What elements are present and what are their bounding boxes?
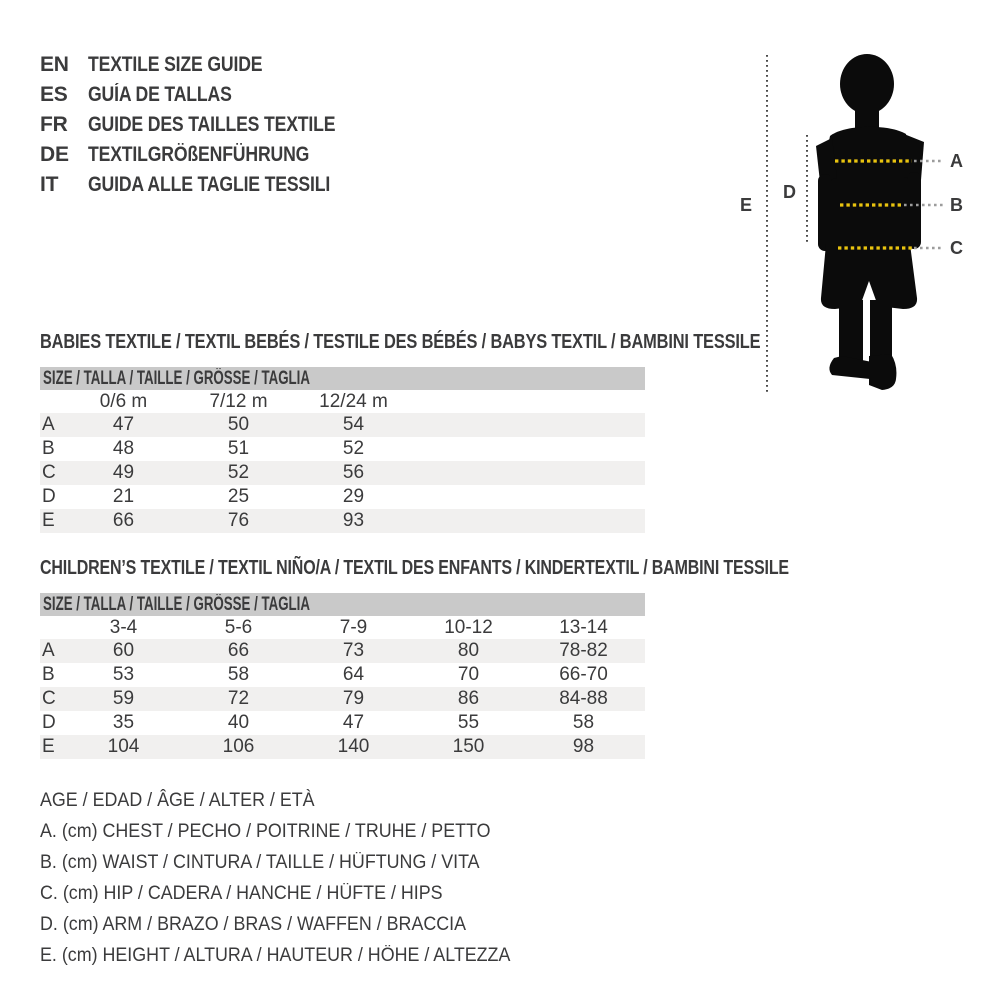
- legend-line-hip: C. (cm) HIP / CADERA / HANCHE / HÜFTE / HIPS: [40, 883, 443, 904]
- cell: 58: [572, 712, 595, 733]
- table-row: [40, 735, 645, 759]
- row-label: A: [42, 640, 55, 661]
- language-code: EN: [40, 53, 69, 76]
- language-row: [40, 80, 382, 110]
- cell: 47: [112, 414, 135, 435]
- cell: 47: [342, 712, 365, 733]
- cell: 50: [227, 414, 250, 435]
- cell: 21: [112, 486, 135, 507]
- cell: 56: [342, 462, 365, 483]
- legend-line-height: E. (cm) HEIGHT / ALTURA / HAUTEUR / HÖHE / ALTEZZA: [40, 945, 511, 966]
- measure-label-arm: D: [783, 182, 796, 202]
- language-row: [40, 50, 382, 80]
- column-header: 3-4: [109, 616, 138, 638]
- row-label: B: [42, 438, 55, 459]
- legend-line-waist: B. (cm) WAIST / CINTURA / TAILLE / HÜFTUNG / VITA: [40, 852, 480, 873]
- guide-title: GUIDE DES TAILLES TEXTILE: [88, 113, 336, 136]
- table-header-row: [40, 616, 645, 639]
- cell: 60: [112, 640, 135, 661]
- language-row: [40, 140, 382, 170]
- children-size-header-bar: SIZE / TALLA / TAILLE / GRÖSSE / TAGLIA: [40, 593, 645, 616]
- cell: 106: [222, 736, 255, 757]
- table-row: [40, 509, 645, 533]
- cell: 86: [457, 688, 480, 709]
- cell: 48: [112, 438, 135, 459]
- column-header: 12/24 m: [319, 390, 388, 412]
- table-row: [40, 437, 645, 461]
- legend-line-arm: D. (cm) ARM / BRAZO / BRAS / WAFFEN / BRACCIA: [40, 914, 467, 935]
- cell: 93: [342, 510, 365, 531]
- row-label: A: [42, 414, 55, 435]
- cell: 66: [112, 510, 135, 531]
- cell: 52: [227, 462, 250, 483]
- row-label: B: [42, 664, 55, 685]
- measure-label-chest: A: [950, 151, 963, 171]
- table-row: [40, 461, 645, 485]
- guide-title: GUIDA ALLE TAGLIE TESSILI: [88, 173, 331, 196]
- guide-title: GUÍA DE TALLAS: [88, 83, 232, 106]
- cell: 66: [227, 640, 250, 661]
- cell: 98: [572, 736, 595, 757]
- babies-size-table: [40, 390, 645, 533]
- measure-label-height: E: [740, 195, 753, 215]
- table-row: [40, 711, 645, 735]
- cell: 58: [227, 664, 250, 685]
- cell: 78-82: [559, 640, 608, 661]
- cell: 84-88: [559, 688, 608, 709]
- measure-label-waist: B: [950, 195, 963, 215]
- table-row: [40, 663, 645, 687]
- language-code: IT: [40, 173, 59, 196]
- children-size-table: [40, 616, 645, 759]
- cell: 40: [227, 712, 250, 733]
- column-header: 7-9: [339, 616, 368, 638]
- guide-title: TEXTILE SIZE GUIDE: [88, 53, 263, 76]
- babies-size-header-bar: SIZE / TALLA / TAILLE / GRÖSSE / TAGLIA: [40, 367, 645, 390]
- column-header: 13-14: [559, 616, 608, 638]
- table-row: [40, 413, 645, 437]
- legend-line-age: AGE / EDAD / ÂGE / ALTER / ETÀ: [40, 790, 315, 811]
- column-header: 0/6 m: [99, 390, 148, 412]
- language-row: [40, 110, 382, 140]
- cell: 79: [342, 688, 365, 709]
- cell: 76: [227, 510, 250, 531]
- column-header: 10-12: [444, 616, 493, 638]
- children-section-title: CHILDREN’S TEXTILE / TEXTIL NIÑO/A / TEXTIL DES ENFANTS / KINDERTEXTIL / BAMBINI TESSILE: [40, 557, 789, 579]
- table-row: [40, 639, 645, 663]
- language-title-list: [40, 50, 382, 200]
- cell: 51: [227, 438, 250, 459]
- language-code: FR: [40, 113, 68, 136]
- cell: 80: [457, 640, 480, 661]
- language-code: ES: [40, 83, 68, 106]
- cell: 53: [112, 664, 135, 685]
- cell: 49: [112, 462, 135, 483]
- row-label: D: [42, 486, 56, 507]
- row-label: E: [42, 510, 55, 531]
- table-row: [40, 485, 645, 509]
- cell: 25: [227, 486, 250, 507]
- babies-section-title: BABIES TEXTILE / TEXTIL BEBÉS / TESTILE DES BÉBÉS / BABYS TEXTIL / BAMBINI TESSILE: [40, 331, 761, 353]
- row-label: D: [42, 712, 56, 733]
- language-code: DE: [40, 143, 69, 166]
- cell: 55: [457, 712, 480, 733]
- measure-legend: [40, 785, 540, 971]
- cell: 72: [227, 688, 250, 709]
- column-header: 7/12 m: [209, 390, 268, 412]
- measure-label-hip: C: [950, 238, 963, 258]
- cell: 70: [457, 664, 480, 685]
- language-row: [40, 170, 382, 200]
- table-header-row: [40, 390, 645, 413]
- cell: 59: [112, 688, 135, 709]
- cell: 54: [342, 414, 365, 435]
- cell: 73: [342, 640, 365, 661]
- guide-title: TEXTILGRÖßENFÜHRUNG: [88, 143, 310, 166]
- cell: 140: [337, 736, 370, 757]
- row-label: C: [42, 688, 56, 709]
- legend-line-chest: A. (cm) CHEST / PECHO / POITRINE / TRUHE / PETTO: [40, 821, 491, 842]
- table-row: [40, 687, 645, 711]
- row-label: E: [42, 736, 55, 757]
- cell: 29: [342, 486, 365, 507]
- column-header: 5-6: [224, 616, 253, 638]
- cell: 52: [342, 438, 365, 459]
- cell: 150: [452, 736, 485, 757]
- cell: 35: [112, 712, 135, 733]
- cell: 64: [342, 664, 365, 685]
- cell: 104: [107, 736, 140, 757]
- cell: 66-70: [559, 664, 608, 685]
- row-label: C: [42, 462, 56, 483]
